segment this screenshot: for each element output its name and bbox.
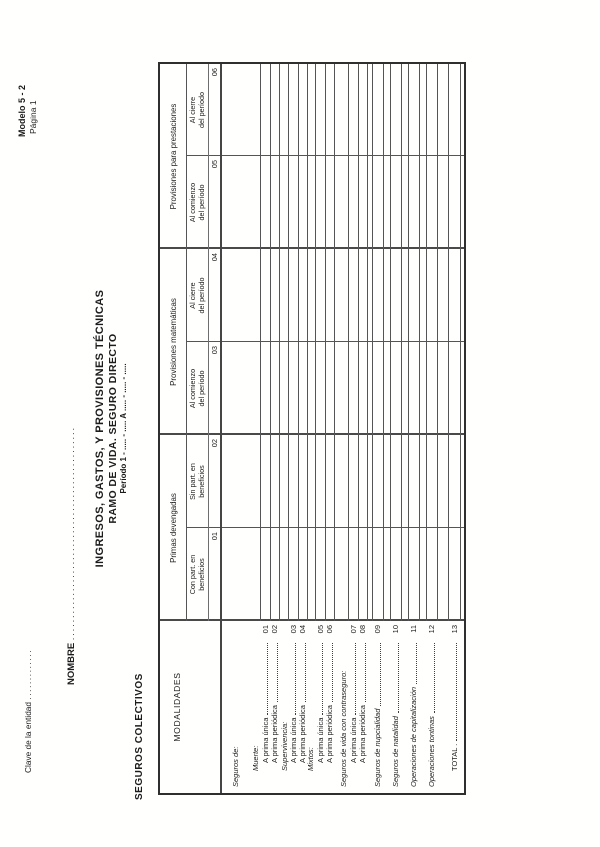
grid-hline-row13-top bbox=[448, 64, 449, 621]
row-code: 12 bbox=[427, 625, 436, 634]
entity-key-field bbox=[23, 645, 33, 773]
col-header-04-line1: Al cierre bbox=[187, 282, 197, 309]
table-row bbox=[373, 625, 382, 787]
row-label: Seguros de nupcialidad bbox=[373, 708, 382, 787]
col-header-06 bbox=[187, 64, 208, 156]
col-header-05-line2: del período bbox=[196, 184, 206, 221]
section-heading: SEGUROS COLECTIVOS bbox=[134, 673, 145, 800]
modalidades-header: MODALIDADES bbox=[172, 672, 182, 742]
model-number: Modelo 5 - 2 bbox=[17, 84, 27, 137]
grid-hline-row09-bottom bbox=[383, 64, 384, 621]
grid-hline-row07-08 bbox=[358, 64, 359, 621]
grid-hline-body-top bbox=[220, 64, 222, 793]
dotted-leader bbox=[277, 643, 278, 702]
grid-hline-row13-bottom bbox=[460, 64, 461, 621]
dotted-leader bbox=[434, 643, 435, 713]
table-row bbox=[307, 627, 315, 771]
row-label: Operaciones de capitalización bbox=[409, 686, 418, 787]
grid-hline-row04-bottom bbox=[307, 64, 308, 621]
table-row bbox=[409, 625, 418, 787]
table-row bbox=[231, 627, 240, 787]
row-label: A prima periódica bbox=[358, 705, 367, 763]
table-row bbox=[270, 625, 279, 763]
col-header-01-line1: Con part. en bbox=[187, 554, 197, 595]
row-label: A prima periódica bbox=[325, 705, 334, 763]
col-code-02: 02 bbox=[210, 439, 219, 448]
row-code: 08 bbox=[358, 625, 367, 634]
table-row bbox=[427, 625, 436, 787]
entity-key-dotted-line: ............. bbox=[23, 648, 33, 700]
col-header-02-line2: beneficios bbox=[196, 465, 206, 498]
entity-key-label: Clave de la entidad bbox=[23, 701, 33, 773]
col-code-03: 03 bbox=[210, 346, 219, 355]
dotted-leader bbox=[456, 643, 457, 741]
table-row bbox=[358, 625, 367, 763]
grid-hline-row11-top bbox=[408, 64, 409, 621]
row-code: 04 bbox=[298, 625, 307, 634]
col-code-06: 06 bbox=[210, 68, 219, 77]
dotted-leader bbox=[380, 643, 381, 706]
row-label: Supervivencia: bbox=[279, 721, 289, 771]
dotted-leader bbox=[305, 643, 306, 702]
col-header-03-line2: del período bbox=[196, 370, 206, 407]
dotted-leader bbox=[365, 643, 366, 702]
name-label: NOMBRE bbox=[66, 642, 77, 685]
grid-hline-row10-top bbox=[390, 64, 391, 621]
grid-hline-row07-top bbox=[348, 64, 349, 621]
col-header-05 bbox=[187, 156, 208, 249]
table-row bbox=[289, 625, 298, 763]
grid-hline-row06-bottom bbox=[334, 64, 335, 621]
row-code: 06 bbox=[325, 625, 334, 634]
table-row bbox=[339, 627, 348, 787]
row-label: TOTAL . bbox=[449, 743, 459, 771]
dotted-leader bbox=[267, 643, 268, 715]
row-code: 10 bbox=[391, 625, 400, 634]
row-label: A prima única bbox=[260, 717, 270, 763]
dotted-leader bbox=[355, 643, 356, 715]
grid-hline-row11-bottom bbox=[419, 64, 420, 621]
col-header-03 bbox=[187, 342, 208, 435]
table-row bbox=[280, 627, 289, 771]
col-code-04: 04 bbox=[210, 253, 219, 262]
grid-hline-row03-top bbox=[288, 64, 289, 621]
row-code: 13 bbox=[449, 625, 459, 634]
group-header-primas: Primas devengadas bbox=[168, 493, 178, 563]
row-code: 03 bbox=[288, 625, 298, 634]
grid-hline-row03-04 bbox=[298, 64, 299, 621]
grid-hline-row05-top bbox=[315, 64, 316, 621]
table-row bbox=[349, 625, 358, 763]
row-code: 01 bbox=[260, 625, 270, 634]
grid-hline-row12-top bbox=[426, 64, 427, 621]
row-code: 11 bbox=[409, 625, 418, 633]
form-title-line1: INGRESOS, GASTOS, Y PROVISIONES TÉCNICAS bbox=[94, 289, 106, 568]
group-header-prestaciones: Provisiones para prestaciones bbox=[168, 103, 178, 210]
col-header-01 bbox=[187, 528, 208, 621]
row-label: A prima única bbox=[288, 717, 298, 763]
grid-hline-row05-06 bbox=[325, 64, 326, 621]
dotted-leader bbox=[416, 643, 417, 684]
row-label: Seguros de natalidad bbox=[391, 716, 400, 787]
table-row bbox=[316, 625, 325, 763]
dotted-leader bbox=[332, 643, 333, 702]
row-label: Seguros de: bbox=[231, 746, 240, 787]
grid-hline-codes bbox=[208, 64, 209, 621]
row-label: Mixtos: bbox=[305, 747, 315, 771]
dotted-leader bbox=[322, 643, 323, 715]
model-page-block bbox=[17, 85, 38, 137]
row-label: A prima única bbox=[315, 717, 325, 763]
row-code: 05 bbox=[315, 625, 325, 634]
grid-hline-groups bbox=[186, 64, 187, 621]
row-code: 09 bbox=[373, 625, 382, 634]
grid-hline-row01-02 bbox=[270, 64, 271, 621]
col-header-02-line1: Sin part. en bbox=[187, 463, 197, 500]
form-title-block bbox=[94, 62, 129, 795]
row-label: Muerte: bbox=[250, 745, 260, 771]
table-row bbox=[391, 625, 400, 787]
col-code-05: 05 bbox=[210, 160, 219, 169]
table-row bbox=[251, 627, 260, 771]
dotted-leader bbox=[295, 643, 296, 715]
col-header-02 bbox=[187, 435, 208, 528]
row-label: Operaciones tontinas bbox=[427, 716, 436, 787]
row-code: 07 bbox=[348, 625, 358, 634]
dotted-leader bbox=[398, 643, 399, 713]
row-label: A prima periódica bbox=[270, 705, 279, 763]
col-header-06-line2: del período bbox=[196, 92, 206, 128]
row-code: 02 bbox=[270, 625, 279, 634]
col-header-03-line1: Al comienzo bbox=[187, 368, 197, 409]
col-header-05-line1: Al comienzo bbox=[187, 182, 197, 223]
table-row bbox=[261, 625, 270, 763]
table-row bbox=[325, 625, 334, 763]
form-title-line2: RAMO DE VIDA. SEGURO DIRECTO bbox=[106, 333, 119, 524]
grid-hline-row12-bottom bbox=[437, 64, 438, 621]
grid-hline-row10-bottom bbox=[401, 64, 402, 621]
grid-hline-row08-bottom bbox=[367, 64, 368, 621]
name-field bbox=[66, 303, 77, 685]
name-dotted-line: ................................................ bbox=[66, 425, 76, 641]
table-row-total bbox=[450, 625, 459, 771]
col-header-04 bbox=[187, 249, 208, 342]
row-label: Seguros de vida con contraseguro: bbox=[338, 670, 348, 787]
row-label: A prima periódica bbox=[298, 705, 307, 763]
col-header-04-line2: del período bbox=[196, 277, 206, 314]
form-period-line: Período 1 - ..... - ..... A ..... - ..... - ..... bbox=[118, 363, 128, 494]
grid-hline-row01-top bbox=[260, 64, 261, 621]
row-label: A prima única bbox=[348, 717, 358, 763]
col-header-06-line1: Al cierre bbox=[187, 96, 197, 124]
col-code-01: 01 bbox=[210, 532, 219, 541]
group-header-matematicas: Provisiones matemáticas bbox=[168, 298, 178, 386]
col-header-01-line2: beneficios bbox=[196, 558, 206, 591]
grid-hline-row09-top bbox=[372, 64, 373, 621]
page-number: Página 1 bbox=[27, 100, 38, 134]
form-table bbox=[158, 62, 466, 795]
grid-hline-row02-bottom bbox=[279, 64, 280, 621]
